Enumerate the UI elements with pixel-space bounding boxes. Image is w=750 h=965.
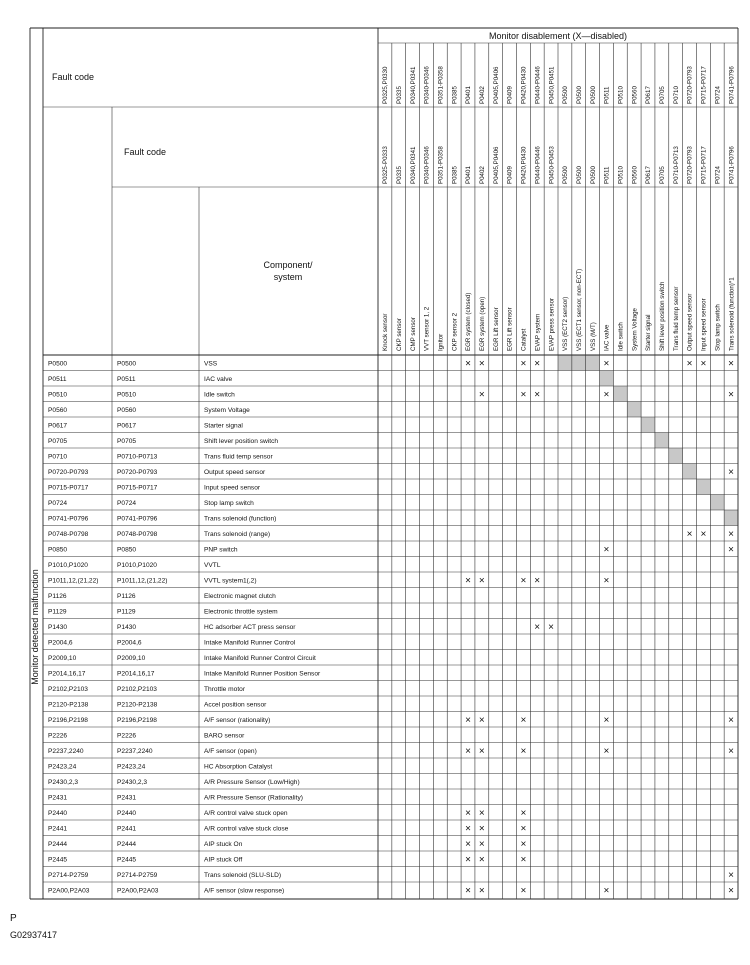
disable-mark: ×: [603, 575, 610, 587]
shaded-cell: [558, 355, 572, 371]
row-fault-code-1: P0748-P0798: [48, 531, 89, 539]
row-component: AIP stuck On: [204, 841, 243, 849]
disable-mark: ×: [478, 823, 485, 835]
disable-mark: ×: [686, 529, 693, 541]
row-component: A/R Pressure Sensor (Rationality): [204, 794, 303, 802]
column-code-2: P0385: [451, 166, 459, 184]
row-fault-code-2: P2430,2,3: [117, 779, 148, 787]
fault-code-header-2: Fault code: [124, 147, 167, 157]
row-fault-code-2: P0720-P0793: [117, 469, 158, 477]
row-fault-code-2: P0617: [117, 422, 137, 430]
column-component: CMP sensor: [409, 317, 417, 351]
column-code-2: P0420,P0430: [520, 146, 528, 184]
disable-mark: ×: [465, 839, 471, 851]
column-code-2: P0340-P0346: [423, 146, 431, 184]
disable-mark: ×: [478, 839, 485, 851]
row-fault-code-2: P0705: [117, 438, 137, 446]
row-fault-code-1: P2A00,P2A03: [48, 887, 90, 895]
column-code-1: P0720-P0793: [686, 66, 694, 104]
disable-mark: ×: [728, 389, 734, 401]
column-component: VSS (M/T): [589, 322, 597, 351]
column-component: EVAP system: [534, 313, 542, 351]
shaded-cell: [669, 448, 683, 464]
row-fault-code-1: P2441: [48, 825, 68, 833]
disable-mark: ×: [700, 529, 707, 541]
row-component: Trans fluid temp sensor: [204, 453, 273, 461]
row-component: PNP switch: [204, 546, 238, 554]
column-code-1: P0385: [451, 86, 459, 104]
column-code-2: P0351-P0358: [437, 146, 445, 184]
column-code-1: P0724: [714, 86, 722, 104]
row-fault-code-2: P1129: [117, 608, 136, 616]
row-fault-code-2: P0500: [117, 360, 137, 368]
column-code-1: P0351-P0358: [437, 66, 445, 104]
disable-mark: ×: [478, 389, 485, 401]
column-code-1: P0510: [617, 86, 625, 104]
side-label: Monitor detected malfunction: [30, 569, 40, 685]
row-component: Output speed sensor: [204, 469, 266, 477]
row-fault-code-1: P1126: [48, 593, 67, 601]
column-code-1: P0340-P0346: [423, 66, 431, 104]
column-code-2: P0405,P0406: [492, 146, 500, 184]
column-code-2: P0511: [603, 166, 611, 184]
disable-mark: ×: [728, 715, 734, 727]
disable-mark: ×: [520, 839, 527, 851]
disable-mark: ×: [465, 823, 471, 835]
row-component: AIP stuck Off: [204, 856, 243, 864]
row-fault-code-1: P0705: [48, 438, 68, 446]
row-component: Intake Manifold Runner Position Sensor: [204, 670, 321, 678]
row-fault-code-2: P2444: [117, 841, 137, 849]
row-fault-code-2: P2009,10: [117, 655, 146, 663]
column-component: VVT sensor 1, 2: [423, 306, 431, 351]
row-fault-code-1: P1430: [48, 624, 68, 632]
disable-mark: ×: [534, 358, 541, 370]
row-fault-code-1: P2004,6: [48, 639, 73, 647]
column-code-2: P0617: [645, 166, 653, 184]
column-code-1: P0710: [672, 86, 680, 104]
row-fault-code-1: P2445: [48, 856, 68, 864]
row-component: A/R Pressure Sensor (Low/High): [204, 779, 300, 787]
row-fault-code-2: P0710-P0713: [117, 453, 158, 461]
row-fault-code-1: P0715-P0717: [48, 484, 89, 492]
column-code-1: P0715-P0717: [700, 66, 708, 104]
column-code-1: P0402: [479, 86, 487, 104]
row-fault-code-1: P2226: [48, 732, 68, 740]
column-code-2: P0340,P0341: [409, 146, 417, 184]
column-component: EGR system (closed): [465, 292, 473, 351]
row-component: IAC valve: [204, 376, 233, 384]
column-code-1: P0450,P0451: [548, 66, 556, 104]
column-component: EVAP press sensor: [548, 297, 556, 351]
disable-mark: ×: [465, 854, 471, 866]
column-code-2: P0450-P0453: [548, 146, 556, 184]
row-fault-code-1: P0850: [48, 546, 68, 554]
row-component: Shift lever position switch: [204, 438, 279, 446]
disable-mark: ×: [728, 870, 734, 882]
column-code-1: P0500: [589, 86, 597, 104]
row-component: BARO sensor: [204, 732, 245, 740]
column-component: Shift lever position switch: [659, 281, 667, 351]
disable-mark: ×: [478, 358, 485, 370]
disable-mark: ×: [728, 544, 734, 556]
shaded-cell: [655, 433, 669, 449]
row-fault-code-2: P2A00,P2A03: [117, 887, 159, 895]
row-component: VVTL system1(,2): [204, 577, 257, 585]
disable-mark: ×: [478, 854, 485, 866]
row-fault-code-1: P0510: [48, 391, 68, 399]
row-component: Trans solenoid (range): [204, 531, 271, 539]
disable-mark: ×: [686, 358, 693, 370]
disable-mark: ×: [534, 575, 541, 587]
row-component: Trans solenoid (function): [204, 515, 277, 523]
row-component: Throttle motor: [204, 686, 246, 694]
row-fault-code-1: P2237,2240: [48, 748, 84, 756]
column-code-2: P0715-P0717: [700, 146, 708, 184]
column-component: CKP sensor 2: [451, 312, 459, 351]
column-component: Input speed sensor: [700, 298, 708, 351]
row-fault-code-1: P0560: [48, 407, 68, 415]
disable-mark: ×: [603, 885, 610, 897]
column-code-2: P0510: [617, 166, 625, 184]
column-code-1: P0325,P0330: [382, 66, 390, 104]
row-component: A/R control valve stuck close: [204, 825, 289, 833]
disable-mark: ×: [520, 575, 527, 587]
row-fault-code-2: P2441: [117, 825, 137, 833]
column-code-2: P0500: [589, 166, 597, 184]
disable-mark: ×: [465, 715, 471, 727]
column-component: EGR Lift sensor: [506, 307, 514, 351]
disable-mark: ×: [520, 358, 527, 370]
disable-mark: ×: [465, 575, 471, 587]
row-fault-code-2: P2431: [117, 794, 137, 802]
row-fault-code-1: P2120-P2138: [48, 701, 89, 709]
row-fault-code-2: P0511: [117, 376, 136, 384]
row-fault-code-2: P0724: [117, 500, 137, 508]
column-code-1: P0405,P0406: [492, 66, 500, 104]
row-fault-code-2: P0850: [117, 546, 137, 554]
disable-mark: ×: [728, 358, 734, 370]
column-code-1: P0500: [562, 86, 570, 104]
shaded-cell: [710, 495, 724, 511]
row-fault-code-1: P2444: [48, 841, 68, 849]
disable-mark: ×: [520, 885, 527, 897]
row-component: Trans solenoid (SLU-SLD): [204, 872, 282, 880]
column-code-2: P0741-P0796: [728, 146, 736, 184]
shaded-cell: [600, 371, 614, 387]
column-code-1: P0741-P0796: [728, 66, 736, 104]
column-component: VSS (ECT2 sensor): [562, 296, 570, 351]
disable-mark: ×: [520, 389, 527, 401]
column-component: Ignitor: [437, 333, 445, 351]
disable-mark: ×: [548, 622, 554, 634]
column-component: VSS (ECT1 sensor, non-ECT): [575, 268, 583, 351]
disable-mark: ×: [728, 467, 734, 479]
row-fault-code-1: P2196,P2198: [48, 717, 88, 725]
column-component: Stop lamp switch: [714, 304, 722, 351]
row-fault-code-2: P1430: [117, 624, 137, 632]
row-component: A/F sensor (open): [204, 748, 257, 756]
row-component: Intake Manifold Runner Control Circuit: [204, 655, 316, 663]
shaded-cell: [696, 479, 710, 495]
disable-mark: ×: [520, 854, 527, 866]
row-fault-code-2: P2714-P2759: [117, 872, 158, 880]
column-code-1: P0409: [506, 86, 514, 104]
column-component: CKP sensor: [395, 318, 403, 351]
row-fault-code-1: P2423,24: [48, 763, 77, 771]
row-fault-code-1: P2440: [48, 810, 68, 818]
row-fault-code-1: P0511: [48, 376, 67, 384]
disable-mark: ×: [520, 746, 527, 758]
column-component: System Voltage: [631, 308, 639, 351]
column-code-2: P0401: [465, 166, 473, 184]
column-code-1: P0705: [659, 86, 667, 104]
column-code-1: P0511: [603, 86, 611, 104]
row-fault-code-1: P2430,2,3: [48, 779, 79, 787]
row-fault-code-2: P2423,24: [117, 763, 146, 771]
shaded-cell: [572, 355, 586, 371]
row-fault-code-2: P2120-P2138: [117, 701, 158, 709]
column-code-2: P0335: [395, 166, 403, 184]
row-fault-code-1: P2102,P2103: [48, 686, 88, 694]
row-fault-code-2: P0715-P0717: [117, 484, 158, 492]
row-fault-code-2: P2102,P2103: [117, 686, 157, 694]
row-fault-code-1: P0741-P0796: [48, 515, 89, 523]
row-component: A/F sensor (slow response): [204, 887, 285, 895]
row-fault-code-1: P1010,P1020: [48, 562, 88, 570]
column-component: IAC valve: [603, 324, 611, 351]
shaded-cell: [586, 355, 600, 371]
column-code-2: P0500: [575, 166, 583, 184]
row-component: Electronic throttle system: [204, 608, 278, 616]
disable-mark: ×: [534, 622, 541, 634]
row-fault-code-1: P0617: [48, 422, 68, 430]
disable-mark: ×: [465, 885, 471, 897]
column-code-2: P0560: [631, 166, 639, 184]
disable-mark: ×: [465, 746, 471, 758]
column-code-1: P0440-P0446: [534, 66, 542, 104]
column-code-2: P0720-P0793: [686, 146, 694, 184]
row-component: VVTL: [204, 562, 221, 570]
row-fault-code-1: P0710: [48, 453, 68, 461]
row-fault-code-2: P0560: [117, 407, 137, 415]
fault-code-header-1: Fault code: [52, 72, 95, 82]
column-component: Starter signal: [645, 314, 653, 351]
column-code-2: P0409: [506, 166, 514, 184]
column-code-1: P0420,P0430: [520, 66, 528, 104]
disable-mark: ×: [603, 715, 610, 727]
column-code-2: P0440-P0446: [534, 146, 542, 184]
disable-mark: ×: [520, 715, 527, 727]
column-code-2: P0402: [479, 166, 487, 184]
column-component: EGR Lift sensor: [492, 307, 500, 351]
row-component: A/R control valve stuck open: [204, 810, 288, 818]
column-component: Catalyst: [520, 328, 528, 351]
disable-mark: ×: [478, 885, 485, 897]
row-fault-code-2: P0748-P0798: [117, 531, 158, 539]
column-component: Idle switch: [617, 322, 625, 351]
row-fault-code-1: P2714-P2759: [48, 872, 89, 880]
row-fault-code-2: P2014,16,17: [117, 670, 155, 678]
row-component: Input speed sensor: [204, 484, 261, 492]
row-fault-code-2: P2004,6: [117, 639, 142, 647]
row-fault-code-1: P0720-P0793: [48, 469, 89, 477]
row-fault-code-2: P1011,12,(21,22): [117, 577, 168, 585]
row-fault-code-1: P0724: [48, 500, 68, 508]
row-component: VSS: [204, 360, 218, 368]
figure-id: G02937417: [10, 930, 58, 940]
disable-mark: ×: [520, 808, 527, 820]
column-code-2: P0705: [659, 166, 667, 184]
shaded-cell: [683, 464, 697, 480]
disable-mark: ×: [603, 746, 610, 758]
row-fault-code-2: P0510: [117, 391, 137, 399]
disable-mark: ×: [728, 529, 734, 541]
disable-mark: ×: [465, 808, 471, 820]
row-fault-code-1: P1011,12,(21,22): [48, 577, 99, 585]
disable-mark: ×: [478, 575, 485, 587]
column-code-2: P0710-P0713: [672, 146, 680, 184]
column-code-1: P0401: [465, 86, 473, 104]
row-component: Starter signal: [204, 422, 243, 430]
disable-mark: ×: [478, 715, 485, 727]
row-fault-code-2: P0741-P0796: [117, 515, 158, 523]
column-code-1: P0560: [631, 86, 639, 104]
row-fault-code-2: P2226: [117, 732, 137, 740]
column-component: EGR system (open): [479, 296, 487, 351]
shaded-cell: [724, 510, 738, 526]
disable-mark: ×: [728, 885, 734, 897]
row-component: Idle switch: [204, 391, 235, 399]
footer-letter: P: [10, 913, 17, 924]
column-code-2: P0500: [562, 166, 570, 184]
row-component: Accel position sensor: [204, 701, 267, 709]
row-component: HC Absorption Catalyst: [204, 763, 273, 771]
row-component: Intake Manifold Runner Control: [204, 639, 296, 647]
row-fault-code-2: P2237,2240: [117, 748, 153, 756]
column-code-2: P0325-P0333: [382, 146, 390, 184]
row-component: Electronic magnet clutch: [204, 593, 276, 601]
row-fault-code-2: P2445: [117, 856, 137, 864]
column-component: Trans fluid temp sensor: [672, 286, 680, 351]
row-fault-code-1: P0500: [48, 360, 68, 368]
column-component: Output speed sensor: [686, 293, 694, 351]
disable-mark: ×: [478, 746, 485, 758]
component-header: Component/ system: [263, 260, 313, 282]
disable-mark: ×: [603, 544, 610, 556]
row-component: System Voltage: [204, 407, 250, 415]
disable-mark: ×: [520, 823, 527, 835]
monitor-title: Monitor disablement (X—disabled): [488, 31, 628, 41]
column-code-1: P0617: [645, 86, 653, 104]
shaded-cell: [641, 417, 655, 433]
disable-mark: ×: [700, 358, 707, 370]
row-fault-code-2: P1126: [117, 593, 136, 601]
disable-mark: ×: [478, 808, 485, 820]
column-code-1: P0335: [395, 86, 403, 104]
disable-mark: ×: [603, 358, 610, 370]
row-fault-code-1: P2431: [48, 794, 68, 802]
column-component: Trans solenoid (function)*1: [728, 277, 736, 351]
row-fault-code-1: P2014,16,17: [48, 670, 86, 678]
row-fault-code-2: P2440: [117, 810, 137, 818]
column-component: Knock sensor: [382, 313, 390, 351]
row-component: HC adsorber ACT press sensor: [204, 624, 296, 632]
disable-mark: ×: [603, 389, 610, 401]
column-code-1: P0500: [575, 86, 583, 104]
row-fault-code-1: P1129: [48, 608, 67, 616]
column-code-2: P0724: [714, 166, 722, 184]
row-fault-code-1: P2009,10: [48, 655, 77, 663]
shaded-cell: [613, 386, 627, 402]
row-component: A/F sensor (rationality): [204, 717, 271, 725]
disable-mark: ×: [534, 389, 541, 401]
column-code-1: P0340,P0341: [409, 66, 417, 104]
disable-mark: ×: [728, 746, 734, 758]
disable-mark: ×: [465, 358, 471, 370]
shaded-cell: [627, 402, 641, 418]
row-fault-code-2: P2196,P2198: [117, 717, 157, 725]
row-fault-code-2: P1010,P1020: [117, 562, 157, 570]
row-component: Stop lamp switch: [204, 500, 254, 508]
